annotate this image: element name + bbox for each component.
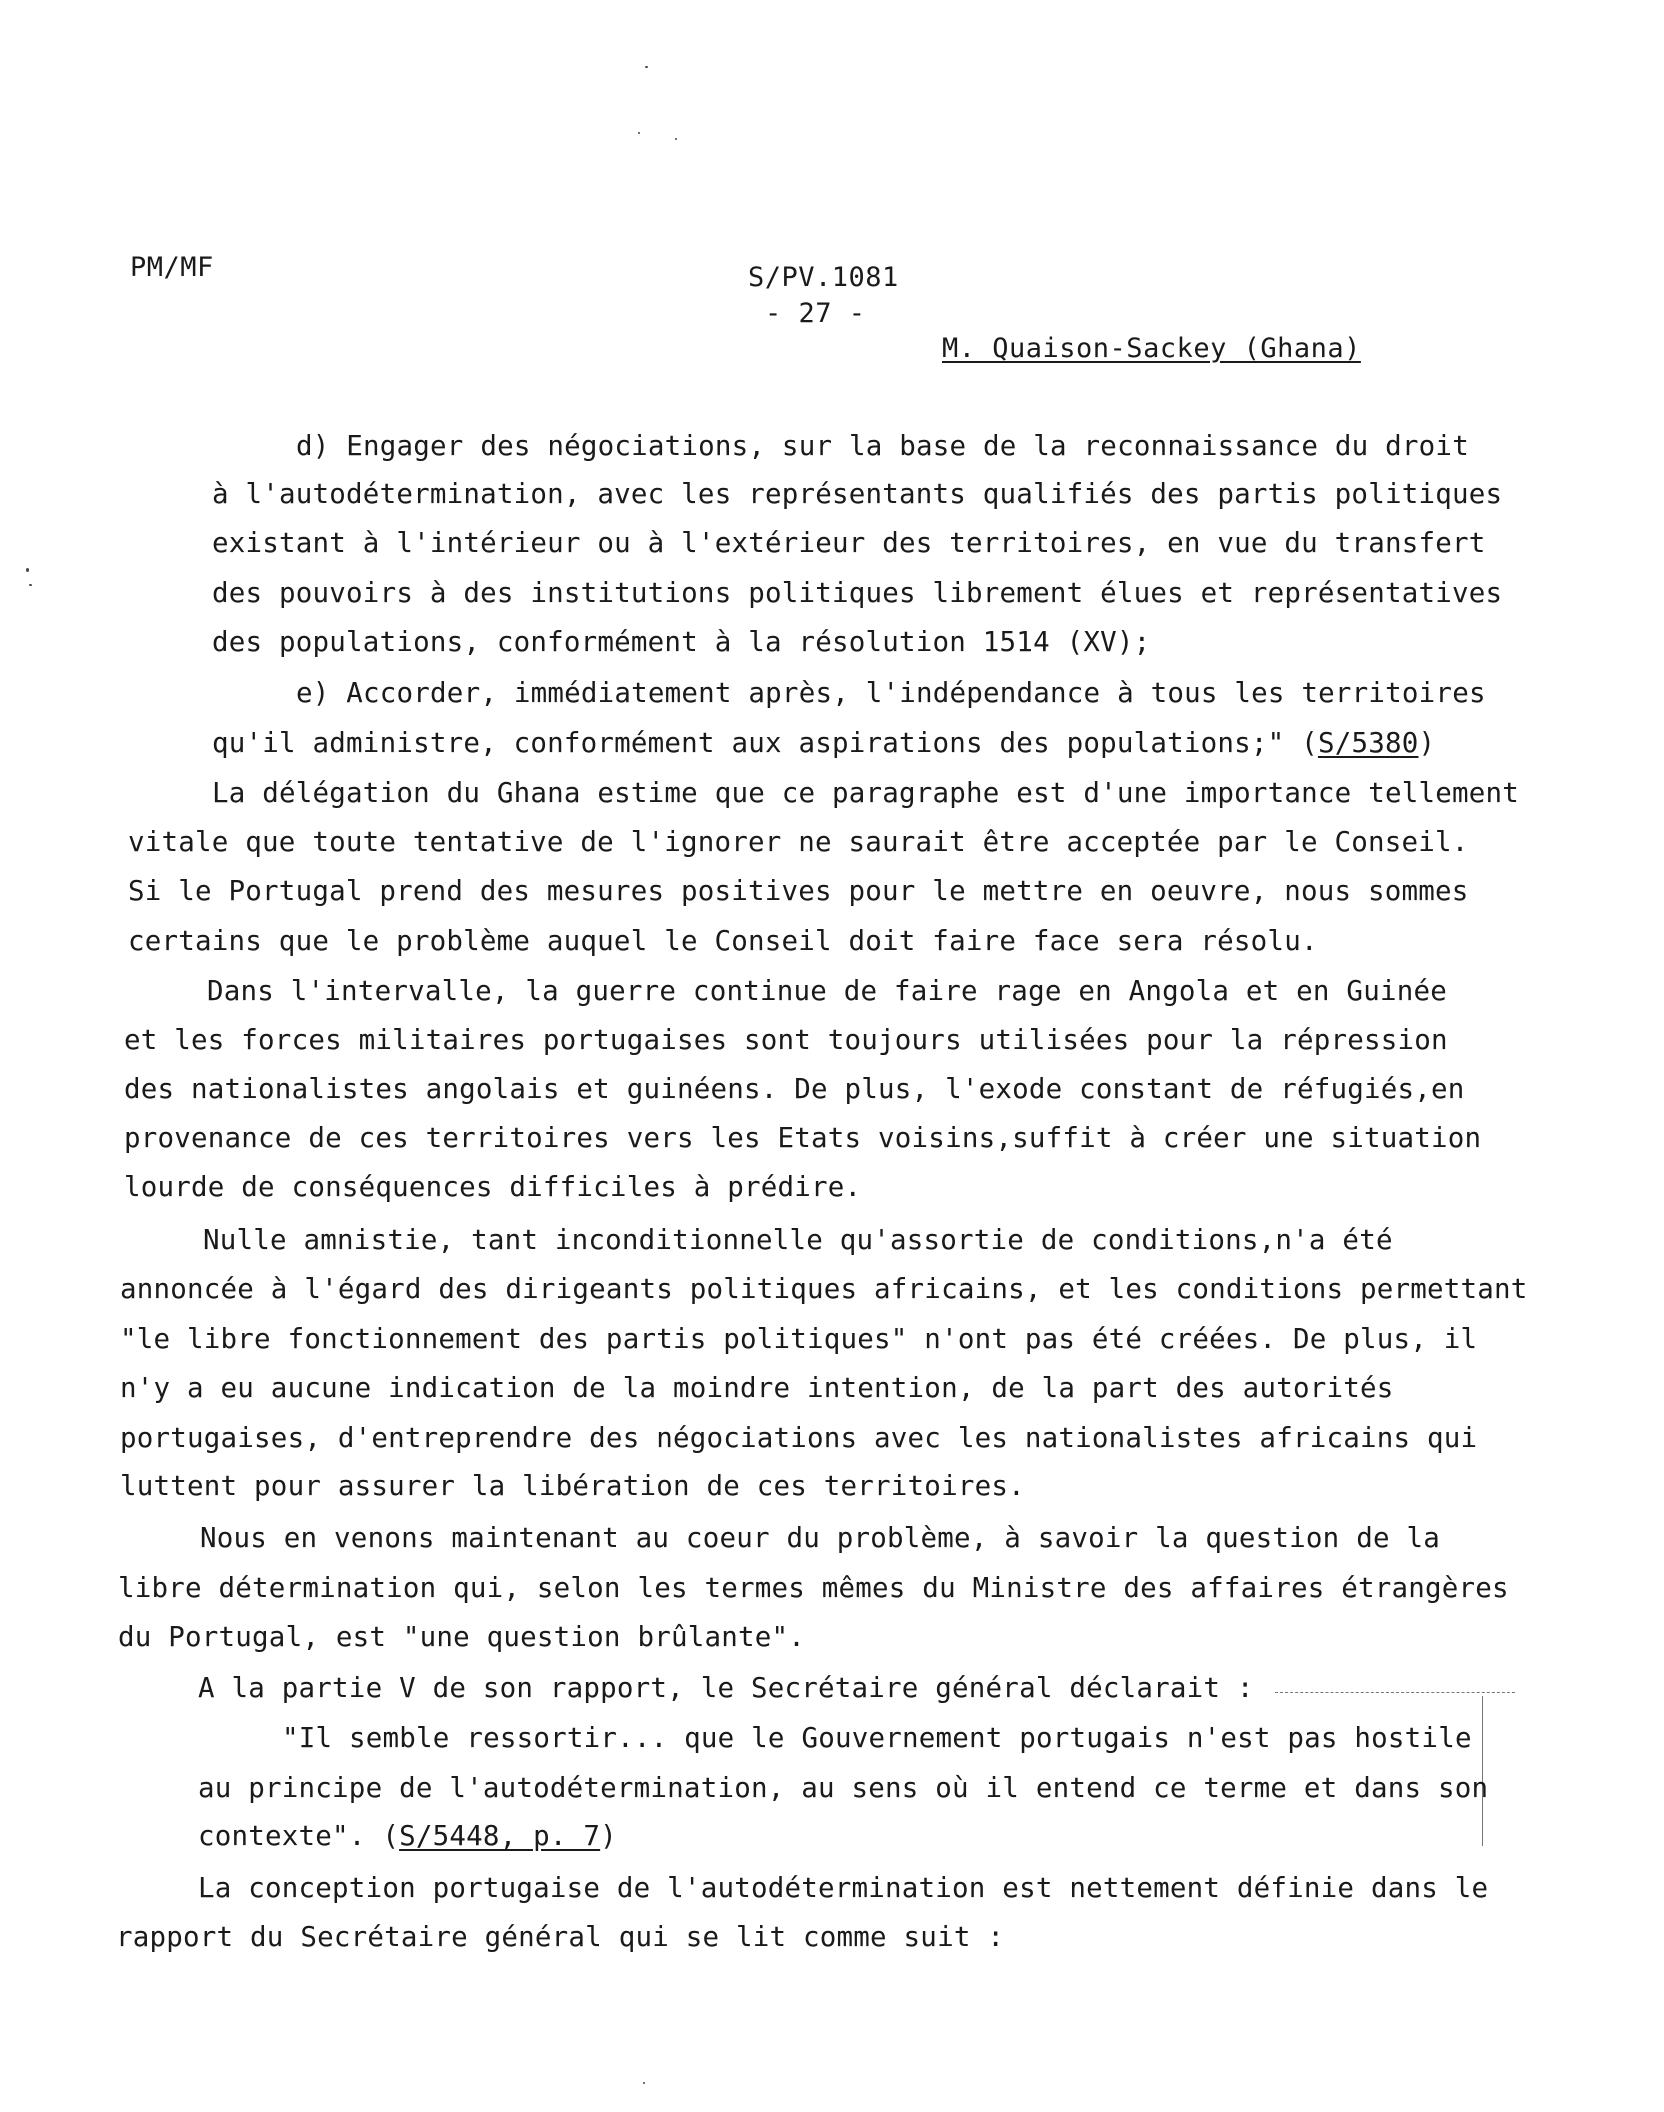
- paragraph-line: libre détermination qui, selon les termes mêmes du Ministre des affaires étrangères: [118, 1572, 1509, 1604]
- paragraph-line: certains que le problème auquel le Conseil doit faire face sera résolu.: [128, 925, 1318, 957]
- scan-speck: [675, 138, 677, 140]
- closing-paren: ): [600, 1820, 617, 1852]
- paragraph-line: des nationalistes angolais et guinéens. De plus, l'exode constant de réfugiés,en: [124, 1073, 1465, 1105]
- item-d-line: des pouvoirs à des institutions politiques librement élues et représentatives: [212, 577, 1503, 609]
- paragraph-line: Nous en venons maintenant au coeur du problème, à savoir la question de la: [200, 1522, 1440, 1554]
- paragraph-line: La délégation du Ghana estime que ce paragraphe est d'une importance tellement: [212, 777, 1519, 809]
- paragraph-line: portugaises, d'entreprendre des négociations avec les nationalistes africains qui: [120, 1422, 1478, 1454]
- paragraph-line: vitale que toute tentative de l'ignorer ne saurait être acceptée par le Conseil.: [128, 826, 1469, 858]
- item-d-line: existant à l'intérieur ou à l'extérieur des territoires, en vue du transfert: [212, 527, 1486, 559]
- quotation-line: [198, 1820, 617, 1852]
- paragraph-line: annoncée à l'égard des dirigeants politiques africains, et les conditions permettant: [120, 1273, 1528, 1305]
- paragraph-line: Dans l'intervalle, la guerre continue de faire rage en Angola et en Guinée: [207, 975, 1447, 1007]
- scan-speck: [643, 2082, 645, 2084]
- paragraph-line: A la partie V de son rapport, le Secrétaire général déclarait :: [198, 1672, 1254, 1704]
- speaker-name: M. Quaison-Sackey (Ghana): [942, 333, 1361, 364]
- paragraph-line: "le libre fonctionnement des partis politiques" n'ont pas été créées. De plus, il: [120, 1323, 1478, 1355]
- scan-speck: [645, 66, 648, 68]
- quotation-text: contexte". (: [198, 1820, 400, 1852]
- paragraph-line: provenance de ces territoires vers les Etats voisins,suffit à créer une situation: [124, 1122, 1482, 1154]
- item-e-text: qu'il administre, conformément aux aspirations des populations;" (: [212, 727, 1318, 759]
- item-e-line: e) Accorder, immédiatement après, l'indépendance à tous les territoires: [296, 677, 1486, 709]
- paragraph-line: luttent pour assurer la libération de ces territoires.: [120, 1470, 1025, 1502]
- paragraph-line: La conception portugaise de l'autodétermination est nettement définie dans le: [198, 1872, 1489, 1904]
- item-d-line: à l'autodétermination, avec les représentants qualifiés des partis politiques: [212, 478, 1503, 510]
- quotation-line: "Il semble ressortir... que le Gouvernement portugais n'est pas hostile: [282, 1722, 1472, 1754]
- scan-speck: [29, 584, 32, 586]
- document-symbol: S/PV.1081: [748, 262, 899, 293]
- document-reference: S/5380: [1317, 727, 1419, 759]
- item-d-line: d) Engager des négociations, sur la base de la reconnaissance du droit: [296, 430, 1469, 462]
- paragraph-line: et les forces militaires portugaises sont toujours utilisées pour la répression: [124, 1024, 1448, 1056]
- paragraph-line: lourde de conséquences difficiles à prédire.: [124, 1171, 862, 1203]
- item-d-line: des populations, conformément à la résolution 1514 (XV);: [212, 626, 1151, 658]
- paragraph-line: du Portugal, est "une question brûlante".: [118, 1621, 806, 1653]
- typist-initials: PM/MF: [130, 252, 214, 283]
- paragraph-line: n'y a eu aucune indication de la moindre intention, de la part des autorités: [120, 1372, 1394, 1404]
- page-number: - 27 -: [765, 298, 866, 329]
- document-reference: S/5448, p. 7: [399, 1820, 601, 1852]
- margin-pencil-bracket: [1482, 1696, 1483, 1846]
- paragraph-line: Si le Portugal prend des mesures positives pour le mettre en oeuvre, nous sommes: [128, 875, 1469, 907]
- margin-pencil-line: [1275, 1692, 1515, 1693]
- scan-speck: [26, 568, 29, 572]
- closing-paren: ): [1418, 727, 1436, 759]
- item-e-line: [212, 727, 1435, 759]
- quotation-line: au principe de l'autodétermination, au sens où il entend ce terme et dans son: [198, 1772, 1489, 1804]
- paragraph-line: Nulle amnistie, tant inconditionnelle qu'assortie de conditions,n'a été: [203, 1224, 1393, 1256]
- scan-speck: [638, 132, 640, 134]
- paragraph-line: rapport du Secrétaire général qui se lit comme suit :: [116, 1921, 1005, 1953]
